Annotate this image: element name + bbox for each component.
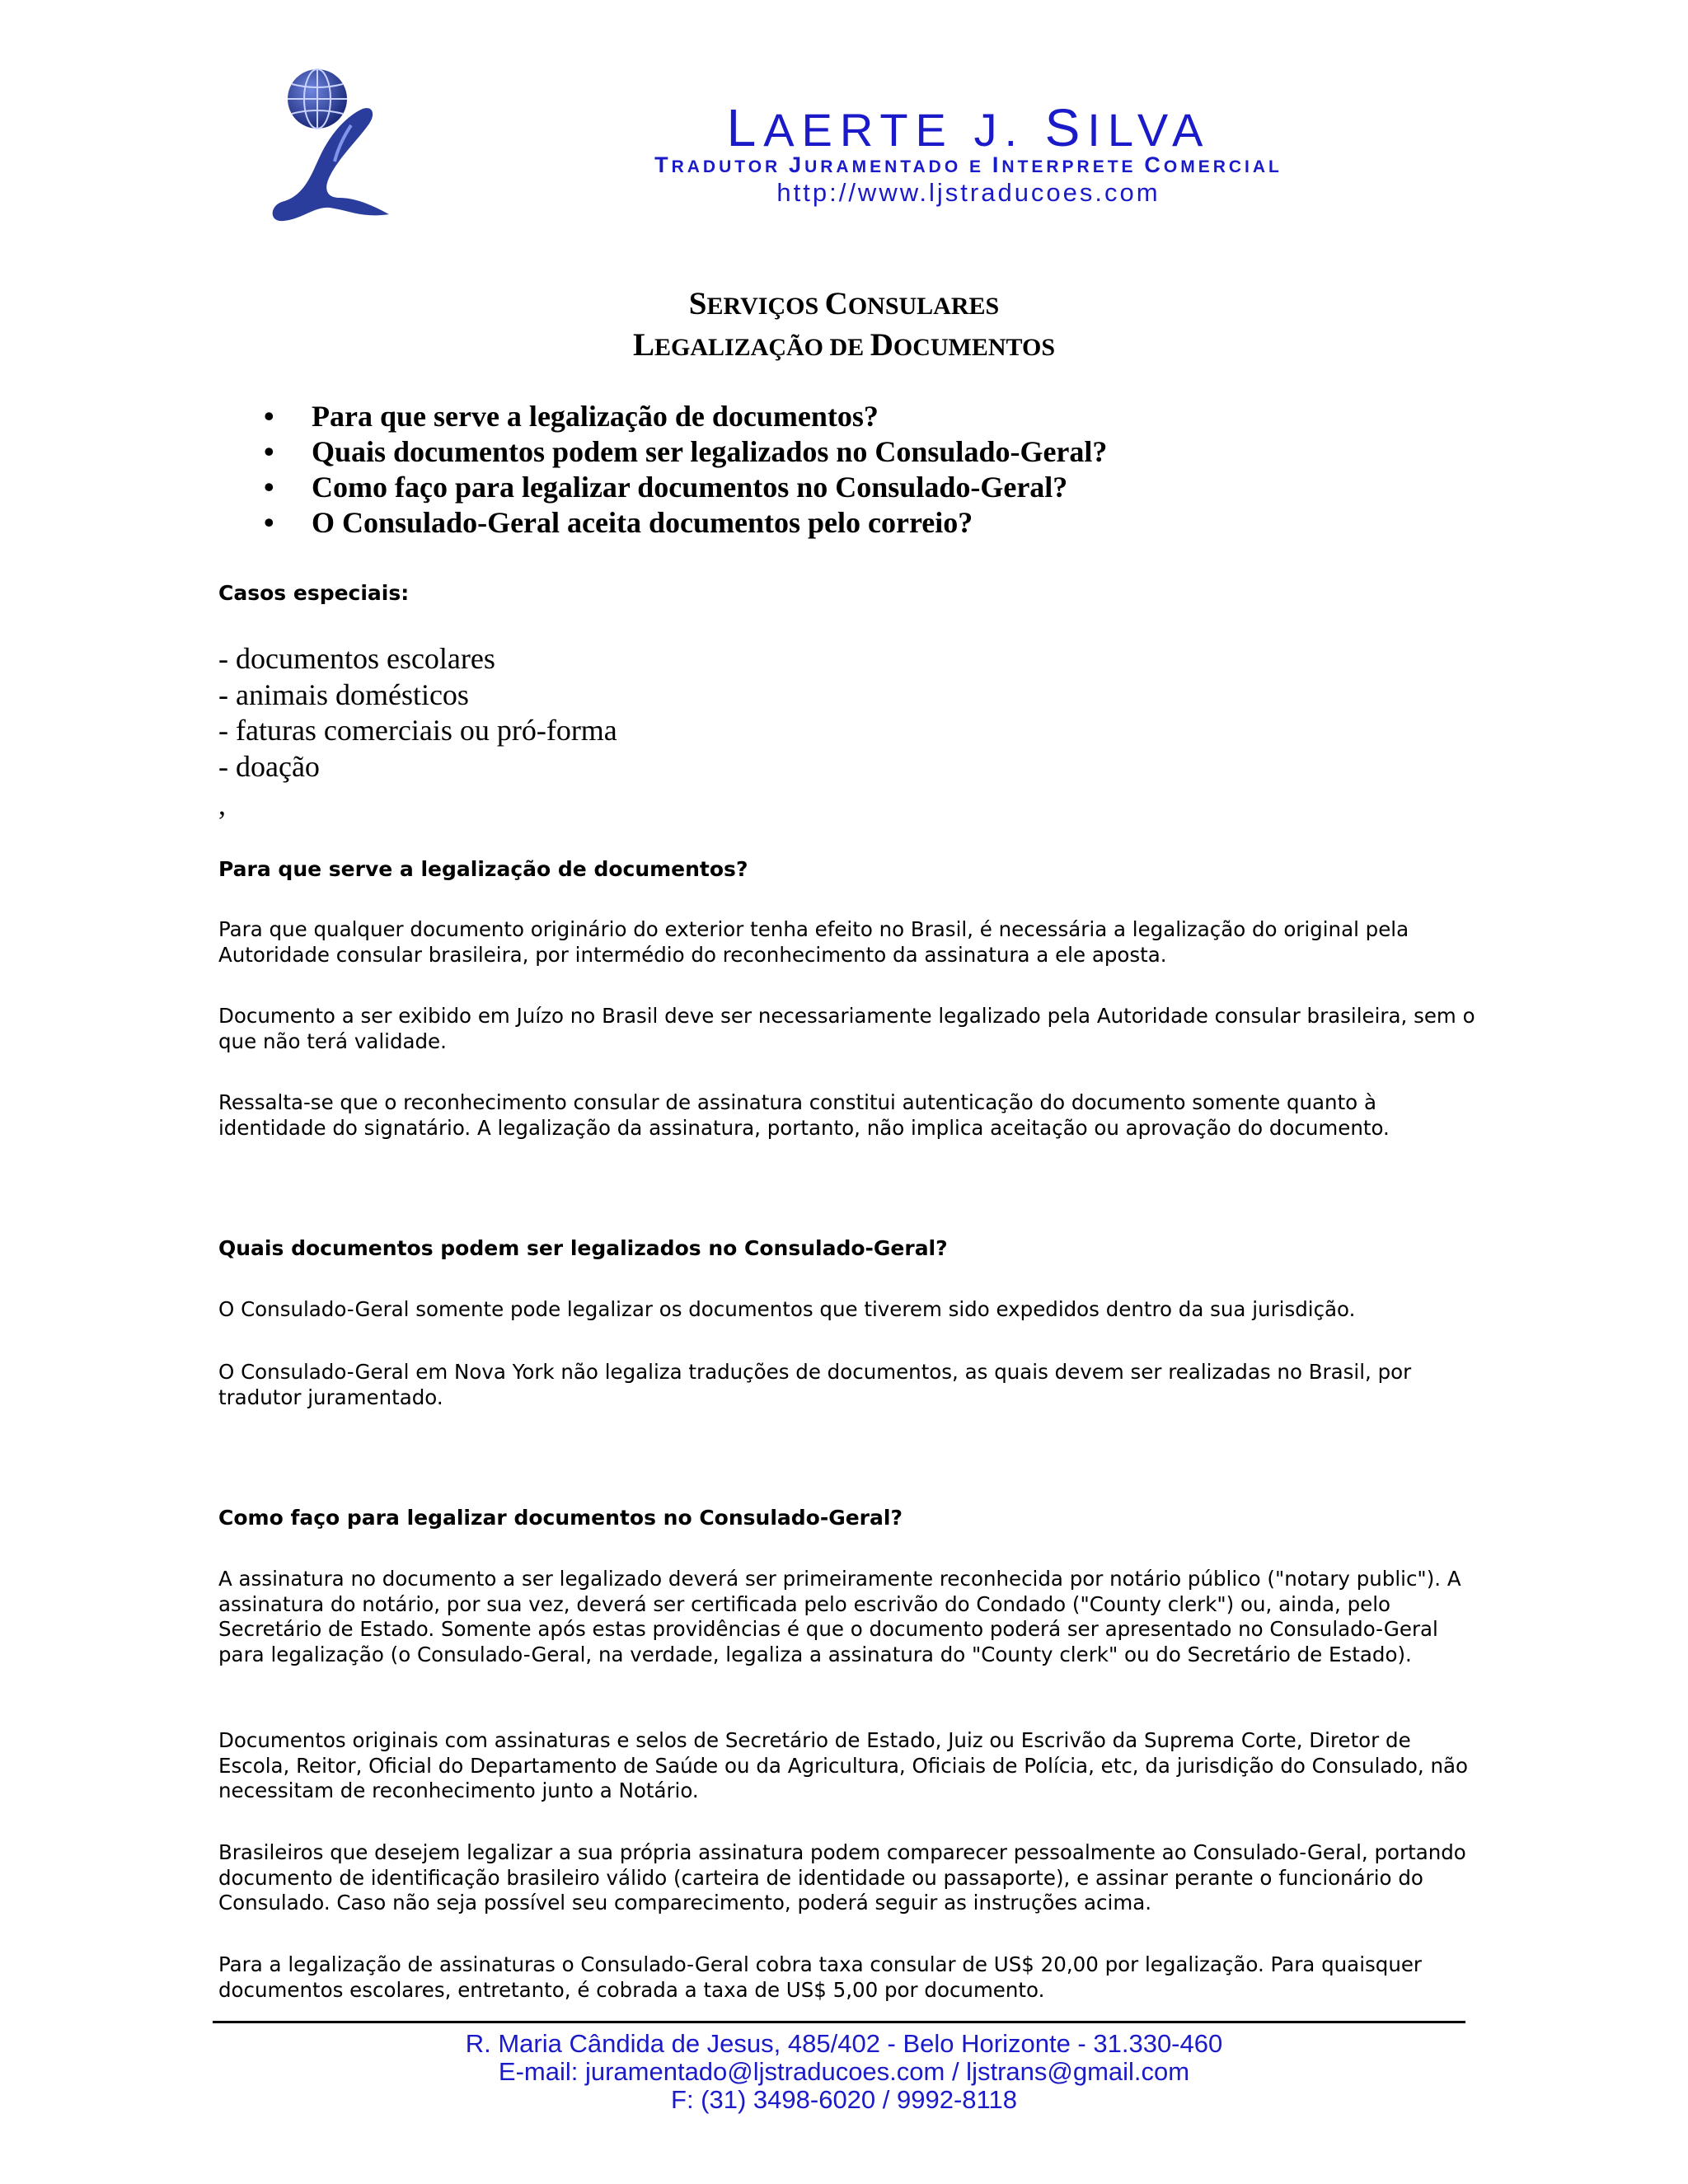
- document-title-line2: LEGALIZAÇÃO DE DOCUMENTOS: [632, 327, 1056, 363]
- special-case-item[interactable]: - animais domésticos: [218, 677, 469, 711]
- logo: [265, 66, 397, 227]
- section-howto-paragraph-1: A assinatura no documento a ser legalizado deverá ser primeiramente reconhecida por notário público ("notary public"). A assinatura do notário, por sua vez, deverá ser certificada pelo escrivão do Condado ("County clerk") ou, ainda, pelo Secretário de Estado. Somente após estas providências é que o documento poderá ser apresentado no Consulado-Geral para legalização (o Consulado-Geral, na verdade, legaliza a assinatura do "County clerk" ou do Secretário de Estado).: [218, 1567, 1461, 1666]
- question-item[interactable]: • O Consulado-Geral aceita documentos pelo correio?: [264, 505, 1107, 541]
- section-purpose-paragraph-1: Para que qualquer documento originário do exterior tenha efeito no Brasil, é necessária a legalização do original pela Autoridade consular brasileira, por intermédio do reconhecimento da assinatura a ele aposta.: [218, 917, 1409, 967]
- section-purpose-paragraph-2: Documento a ser exibido em Juízo no Brasil deve ser necessariamente legalizado pela Autoridade consular brasileira, sem o que não terá validade.: [218, 1004, 1475, 1053]
- special-case-item[interactable]: - faturas comerciais ou pró-forma: [218, 714, 617, 747]
- website-url[interactable]: http://www.ljstraducoes.com: [776, 178, 1160, 207]
- section-heading-which-documents: Quais documentos podem ser legalizados no Consulado-Geral?: [218, 1236, 948, 1260]
- globe-letter-logo-icon: [265, 66, 397, 227]
- section-howto-paragraph-2: Documentos originais com assinaturas e selos de Secretário de Estado, Juiz ou Escrivão da Suprema Corte, Diretor de Escola, Reitor, Oficial do Departamento de Saúde ou da Agricultura, Oficiais de Polícia, etc, da jurisdição do Consulado, não necessitam de reconhecimento junto a Notário.: [218, 1728, 1469, 1802]
- footer-divider: [213, 2021, 1465, 2023]
- document-title-line1: SERVIÇOS CONSULARES: [688, 286, 1000, 321]
- section-howto-paragraph-3: Brasileiros que desejem legalizar a sua própria assinatura podem comparecer pessoalmente ao Consulado-Geral, portando documento de identificação brasileiro válido (carteira de identidade ou passaporte), e assinar perante o funcionário do Consulado. Caso não seja possível seu comparecimento, poderá seguir as instruções acima.: [218, 1840, 1466, 1915]
- footer-email[interactable]: E-mail: juramentado@ljstraducoes.com / ljstrans@gmail.com: [498, 2057, 1190, 2086]
- section-heading-how-to: Como faço para legalizar documentos no Consulado-Geral?: [218, 1506, 903, 1530]
- footer-phone: F: (31) 3498-6020 / 9992-8118: [671, 2085, 1017, 2114]
- section-which-paragraph-1: O Consulado-Geral somente pode legalizar os documentos que tiverem sido expedidos dentro da sua jurisdição.: [218, 1297, 1356, 1321]
- question-item[interactable]: • Para que serve a legalização de documentos?: [264, 399, 1107, 434]
- stray-comma: ,: [218, 788, 226, 821]
- translator-subtitle: TRADUTOR JURAMENTADO E INTERPRETE COMERCIAL: [654, 152, 1282, 177]
- question-item[interactable]: • Quais documentos podem ser legalizados no Consulado-Geral?: [264, 434, 1107, 470]
- section-howto-paragraph-4: Para a legalização de assinaturas o Consulado-Geral cobra taxa consular de US$ 20,00 por legalização. Para quaisquer documentos escolares, entretanto, é cobrada a taxa de US$ 5,00 por documento.: [218, 1952, 1422, 2002]
- special-cases-label: Casos especiais:: [218, 581, 410, 605]
- special-case-item[interactable]: - documentos escolares: [218, 642, 495, 675]
- special-case-item[interactable]: - doação: [218, 749, 320, 783]
- question-item[interactable]: • Como faço para legalizar documentos no Consulado-Geral?: [264, 470, 1107, 505]
- question-list: [264, 399, 1107, 541]
- translator-name: LAERTE J. SILVA: [726, 98, 1211, 157]
- footer-address: R. Maria Cândida de Jesus, 485/402 - Belo Horizonte - 31.330-460: [465, 2029, 1223, 2058]
- section-which-paragraph-2: O Consulado-Geral em Nova York não legaliza traduções de documentos, as quais devem ser realizadas no Brasil, por tradutor juramentado.: [218, 1360, 1412, 1409]
- section-heading-purpose: Para que serve a legalização de documentos?: [218, 857, 748, 881]
- section-purpose-paragraph-3: Ressalta-se que o reconhecimento consular de assinatura constitui autenticação do documento somente quanto à identidade do signatário. A legalização da assinatura, portanto, não implica aceitação ou aprovação do documento.: [218, 1090, 1390, 1140]
- special-cases-list: [218, 641, 617, 785]
